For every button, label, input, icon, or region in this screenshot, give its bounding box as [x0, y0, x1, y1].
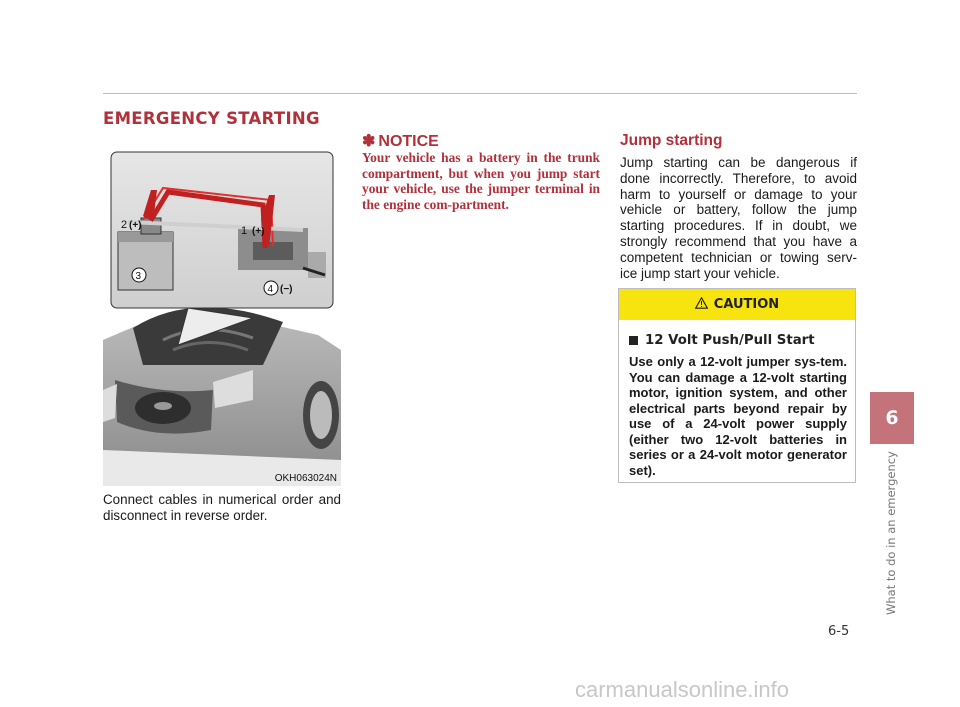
jump-start-illustration: [103, 150, 341, 486]
caution-text: Use only a 12-volt jumper sys-tem. You can damage a 12-volt starting motor, ignition system, and other electrical parts beyond repair by use of a 24-volt power supply (either two 12-volt batteries in series or a 24-volt motor generator set).: [629, 354, 847, 478]
notice-text: Your vehicle has a battery in the trunk compartment, but when you jump start your vehicle, use the jumper terminal in the engine com-partment.: [362, 150, 600, 212]
label-1: 1: [241, 225, 248, 237]
jump-start-figure: [103, 150, 341, 486]
watermark: carmanualsonline.info: [575, 677, 790, 702]
label-4: 4: [267, 284, 274, 295]
notice-heading: [362, 131, 439, 151]
section-title: EMERGENCY STARTING: [103, 109, 320, 128]
figure-caption: Connect cables in numerical order and disconnect in reverse order.: [103, 492, 341, 523]
page-number: 6-5: [828, 624, 850, 639]
chapter-title: What to do in an emergency: [884, 451, 898, 615]
warning-triangle-icon: [695, 297, 708, 313]
caution-title: CAUTION: [713, 297, 780, 312]
caution-box: [618, 288, 856, 483]
notice-star-icon: ✽: [362, 133, 376, 150]
label-3: 3: [135, 271, 142, 282]
label-plus-1: (+): [252, 226, 265, 237]
jump-starting-title: Jump starting: [620, 132, 723, 149]
top-rule: [103, 93, 857, 94]
figure-code: OKH063024N: [274, 473, 337, 484]
label-2: 2: [121, 219, 128, 231]
caution-subtitle: 12 Volt Push/Pull Start: [645, 333, 815, 348]
notice-title: NOTICE: [378, 133, 439, 150]
square-bullet-icon: [629, 336, 638, 345]
chapter-tab: 6: [870, 392, 914, 444]
jump-starting-text: Jump starting can be dangerous if done incorrectly. Therefore, to avoid harm to yourself or damage to your vehicle or battery, follow the jump starting procedures. If in doubt, we strongly recommend that you have a competent technician or towing serv-ice jump start your vehicle.: [620, 155, 857, 281]
label-minus: (−): [280, 284, 293, 295]
caution-subtitle-row: [629, 333, 855, 348]
label-plus-2: (+): [129, 220, 142, 231]
caution-header: [619, 289, 855, 320]
